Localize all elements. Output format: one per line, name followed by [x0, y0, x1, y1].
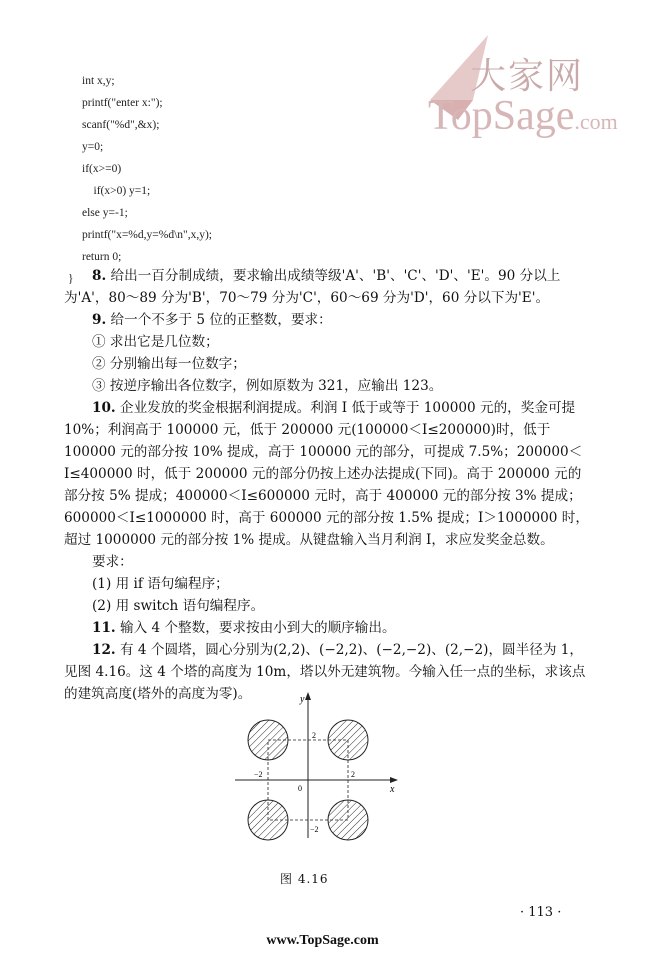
question-number: 12.: [92, 642, 116, 658]
question-11: [64, 617, 592, 639]
question-text: 有 4 个圆塔，圆心分别为(2,2)、(−2,2)、(−2,−2)、(2,−2)，圆半径为 1，见图 4.16。这 4 个塔的高度为 10m，塔以外无建筑物。今输入任一点的坐标，求该点的建筑高度(塔外的高度为零)。: [64, 642, 586, 702]
page-number: · 113 ·: [520, 905, 562, 920]
question-number: 11.: [92, 620, 116, 636]
question-text: 企业发放的奖金根据利润提成。利润 I 低于或等于 100000 元的，奖金可提 10%；利润高于 100000 元，低于 200000 元(100000＜I≤200000)时，低于 100000 元的部分按 10% 提成，高于 100000 元的部分，可提成 7.5%；200000＜I≤400000 时，低于 200000 元的部分仍按上述办法提成(下同)。高于 200000 元的部分按 5% 提成；400000＜I≤600000 元时，高于 400000 元的部分按 3% 提成；600000＜I≤1000000 时，高于 600000 元的部分按 1.5% 提成；I＞1000000 时，超过 1000000 元的部分按 1% 提成。从键盘输入当月利润 I，求应发奖金总数。: [64, 400, 589, 548]
list-item: (1) 用 if 语句编程序；: [92, 576, 229, 592]
list-item: ① 求出它是几位数；: [92, 334, 219, 350]
question-10: [64, 397, 592, 551]
watermark-en: [428, 92, 618, 140]
watermark-en-domain: .com: [574, 109, 618, 134]
tower-circle: [328, 720, 368, 760]
requirements-label: 要求：: [92, 554, 133, 570]
tick-label-y-pos: 2: [312, 731, 316, 740]
tick-label-x-pos: 2: [351, 770, 355, 779]
code-line: printf("x=%d,y=%d\n",x,y);: [82, 229, 212, 241]
code-line: int x,y;: [82, 75, 115, 87]
watermark-en-name: TopSage: [428, 93, 575, 139]
question-text: 给一个不多于 5 位的正整数，要求：: [110, 312, 332, 328]
code-line: return 0;: [82, 251, 122, 263]
code-line: if(x>0) y=1;: [82, 185, 151, 197]
question-text: 输入 4 个整数，要求按由小到大的顺序输出。: [119, 620, 396, 636]
list-item: ② 分别输出每一位数字；: [92, 356, 246, 372]
origin-label: 0: [298, 784, 302, 793]
code-block: [66, 70, 212, 290]
question-number: 9.: [92, 312, 107, 328]
code-line: printf("enter x:");: [82, 97, 163, 109]
axis-label-y: y: [300, 694, 305, 705]
exercise-text: [64, 265, 592, 705]
code-line: if(x>=0): [82, 163, 122, 175]
tick-label-x-neg: −2: [254, 770, 263, 779]
tower-circle: [328, 800, 368, 840]
code-line: else y=-1;: [82, 207, 128, 219]
code-line: scanf("%d",&x);: [82, 119, 160, 131]
question-text: 给出一百分制成绩，要求输出成绩等级'A'、'B'、'C'、'D'、'E'。90 分以上为'A'，80～89 分为'B'，70～79 分为'C'，60～69 分为'D'，60 分以下为'E'。: [64, 268, 561, 306]
question-9: [64, 309, 592, 331]
question-8: [64, 265, 592, 309]
question-number: 10.: [92, 400, 116, 416]
y-axis-arrow-icon: [305, 692, 311, 700]
tick-label-y-neg: −2: [310, 825, 319, 834]
list-item: (2) 用 switch 语句编程序。: [92, 598, 265, 614]
figure-caption: 图 4.16: [280, 872, 329, 886]
x-axis-arrow-icon: [390, 777, 398, 783]
figure-towers: [230, 688, 410, 848]
code-line: y=0;: [82, 141, 104, 153]
axis-label-x: x: [390, 784, 395, 795]
tower-circle: [248, 720, 288, 760]
footer-url: www.TopSage.com: [266, 933, 379, 948]
watermark-cn: 大家网: [470, 56, 585, 97]
question-number: 8.: [92, 268, 107, 284]
tower-circle: [248, 800, 288, 840]
list-item: ③ 按逆序输出各位数字，例如原数为 321，应输出 123。: [92, 378, 443, 394]
code-line: }: [68, 273, 74, 285]
